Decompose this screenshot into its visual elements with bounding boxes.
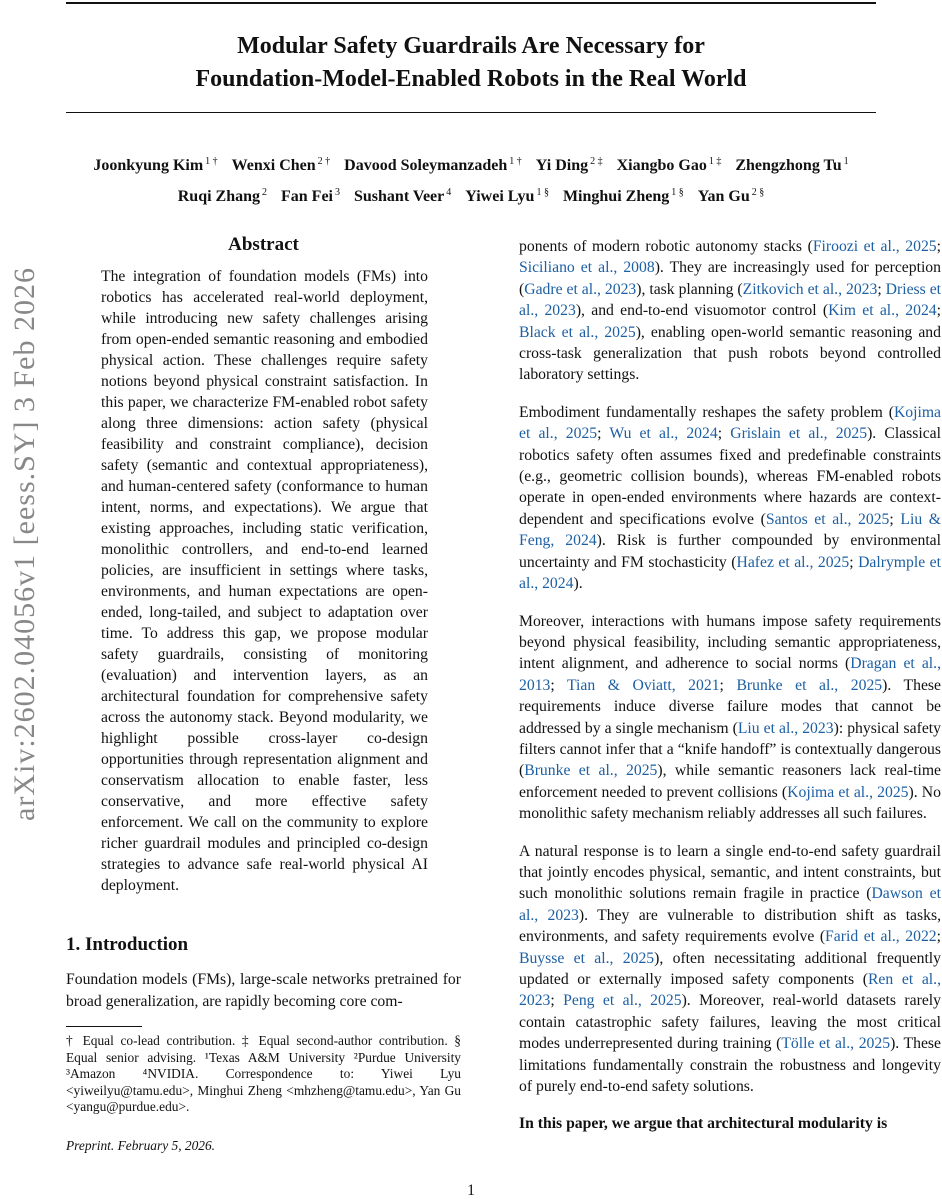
preprint-note: Preprint. February 5, 2026. (66, 1137, 216, 1153)
arxiv-identifier[interactable]: arXiv:2602.04056v1 [eess.SY] 3 Feb 2026 (8, 267, 41, 821)
author-affiliation-mark: 2 § (751, 187, 765, 198)
body-text: ; (550, 992, 564, 1010)
citation-link[interactable]: Tian & Oviatt, 2021 (567, 676, 720, 694)
body-text: ). (573, 575, 583, 593)
author-affiliation-mark: 1 † (509, 156, 522, 167)
body-text: ; (849, 553, 859, 571)
footnote-rule (66, 1026, 142, 1027)
body-text: ). They are vulnerable to distribution shift as tasks, environments, and safety requirements evolve ( (519, 906, 941, 946)
citation-link[interactable]: Wu et al., 2024 (609, 425, 718, 443)
body-text: ; (936, 302, 942, 320)
body-text: ; (889, 510, 901, 528)
paragraph-human-interaction (519, 611, 941, 825)
author-affiliation-mark: 3 (335, 187, 340, 198)
citation-link[interactable]: Dalrymple et al., 2024 (519, 553, 941, 593)
body-text: ; (936, 928, 941, 946)
author-name (93, 157, 217, 174)
paper-title (66, 30, 876, 96)
citation-link[interactable]: Gadre et al., 2023 (524, 280, 637, 298)
citation-link[interactable]: Brunke et al., 2025 (736, 676, 883, 694)
title-line-2: Foundation-Model-Enabled Robots in the Real World (195, 66, 747, 92)
author-name (465, 188, 549, 205)
body-text: ). These limitations fundamentally constrain the robustness and longevity of purely end-to-end safety solutions. (519, 1035, 941, 1096)
citation-link[interactable]: Peng et al., 2025 (563, 992, 682, 1010)
author-name-text: Xiangbo Gao (616, 157, 707, 174)
paragraph-fm-components (519, 236, 941, 386)
citation-link[interactable]: Driess et al., 2023 (519, 280, 942, 320)
citation-link[interactable]: Liu et al., 2023 (737, 719, 834, 737)
body-text: ). No monolithic safety mechanism reliably addresses all such failures. (519, 783, 941, 823)
citation-link[interactable]: Dragan et al., 2013 (519, 655, 941, 694)
citation-link[interactable]: Zitkovich et al., 2023 (742, 280, 878, 298)
author-name-text: Wenxi Chen (231, 157, 316, 174)
body-text: ; (936, 238, 941, 255)
body-text: ; (719, 676, 737, 694)
title-line-1: Modular Safety Guardrails Are Necessary for (237, 33, 705, 59)
author-name-text: Fan Fei (281, 188, 333, 205)
author-name-text: Davood Soleymanzadeh (344, 157, 508, 174)
body-text: A natural response is to learn a single end-to-end safety guardrail that jointly encodes physical, semantic, and intent constraints, but such monolithic solutions remain fragile in practice ( (519, 842, 941, 903)
author-name (536, 157, 603, 174)
citation-link[interactable]: Siciliano et al., 2008 (519, 259, 655, 277)
citation-link[interactable]: Ren et al., 2023 (519, 971, 941, 1010)
body-text: ; (877, 280, 886, 298)
body-text: ), often necessitating additional frequently updated or externally imposed safety components ( (519, 949, 942, 988)
body-text: ), enabling open-world semantic reasoning and cross-task generalization that push robots beyond controlled laboratory settings. (519, 323, 941, 384)
author-name (698, 188, 765, 205)
page-number: 1 (467, 1182, 475, 1199)
author-name (563, 188, 684, 205)
footnote: † Equal co-lead contribution. ‡ Equal second-author contribution. § Equal senior advising. ¹Texas A&M University ²Purdue University ³Amazon ⁴NVIDIA. Correspondence to: Yiwei Lyu <yiweilyu@tamu.edu>, Minghui Zheng <mhzheng@tamu.edu>, Yan Gu <yangu@purdue.edu>. (66, 1033, 461, 1115)
author-affiliation-mark: 2 (262, 187, 267, 198)
left-column (66, 228, 461, 1154)
citation-link[interactable]: Dawson et al., 2023 (519, 885, 941, 924)
author-name-text: Joonkyung Kim (93, 157, 204, 174)
arxiv-sidebar (0, 214, 50, 874)
citation-link[interactable]: Kojima et al., 2025 (519, 403, 941, 443)
author-name (344, 157, 522, 174)
body-text: ). These requirements induce diverse failure modes that cannot be addressed by a single mechanism ( (519, 676, 942, 737)
body-text: ponents of modern robotic autonomy stacks ( (519, 238, 813, 255)
citation-link[interactable]: Liu & Feng, 2024 (519, 510, 941, 550)
citation-link[interactable]: Brunke et al., 2025 (524, 762, 658, 780)
author-name-text: Zhengzhong Tu (735, 157, 842, 174)
author-affiliation-mark: 2 ‡ (590, 156, 603, 167)
author-name (232, 157, 331, 174)
body-text: Moreover, interactions with humans impose safety requirements beyond physical feasibility, including semantic appropriateness, intent alignment, and adherence to social norms ( (519, 612, 941, 673)
body-text: ). Risk is further compounded by environmental uncertainty and FM stochasticity ( (519, 532, 941, 571)
author-name-text: Yan Gu (697, 188, 750, 205)
body-text: ). They are increasingly used for perception ( (519, 259, 941, 298)
right-column (519, 236, 941, 1151)
introduction-heading: 1. Introduction (66, 934, 189, 955)
paragraph-thesis: In this paper, we argue that architectural modularity is (519, 1115, 888, 1133)
citation-link[interactable]: Kojima et al., 2025 (787, 783, 909, 801)
abstract-heading: Abstract (228, 234, 299, 255)
author-name (354, 188, 451, 205)
citation-link[interactable]: Hafez et al., 2025 (736, 553, 850, 571)
author-name-text: Sushant Veer (354, 188, 445, 205)
author-affiliation-mark: 1 § (671, 187, 684, 198)
citation-link[interactable]: Firoozi et al., 2025 (812, 238, 937, 255)
author-affiliation-mark: 2 † (317, 156, 331, 167)
author-list (66, 148, 876, 210)
paragraph-embodiment (519, 402, 941, 595)
author-name (735, 157, 848, 174)
citation-link[interactable]: Farid et al., 2022 (825, 928, 937, 946)
author-affiliation-mark: 1 ‡ (708, 156, 722, 167)
body-text: ; (717, 425, 731, 443)
body-text: ). Moreover, real-world datasets rarely contain catastrophic safety failures, leaving the most critical modes underrepresented during training ( (519, 992, 941, 1053)
author-affiliation-mark: 1 (843, 156, 849, 167)
citation-link[interactable]: Black et al., 2025 (519, 323, 636, 341)
body-text: Embodiment fundamentally reshapes the safety problem ( (519, 403, 894, 421)
body-text: ; (550, 676, 567, 694)
body-text: ), and end-to-end visuomotor control ( (575, 302, 829, 320)
body-text: ; (597, 425, 610, 443)
author-affiliation-mark: 4 (446, 187, 452, 198)
abstract-text: The integration of foundation models (FMs) into robotics has accelerated real-world deployment, while introducing new safety challenges arising from open-ended semantic reasoning and embodied physical action. These challenges require safety notions beyond physical constraint satisfaction. In this paper, we characterize FM-enabled robot safety along three dimensions: action safety (physical feasibility and constraint compliance), decision safety (semantic and contextual appropriateness), and human-centered safety (conformance to human intent, norms, and expectations). We argue that existing approaches, including static verification, monolithic controllers, and end-to-end learned policies, are insufficient in settings where tasks, environments, and human expectations are open-ended, long-tailed, and subject to adaptation over time. To address this gap, we propose modular safety guardrails, consisting of monitoring (evaluation) and intervention layers, as an architectural foundation for comprehensive safety across the autonomy stack. Beyond modularity, we highlight possible cross-layer co-design opportunities through representation alignment and conservatism allocation to enable faster, less conservative, and more effective safety enforcement. We call on the community to explore richer guardrail modules and principled co-design strategies to advance safe real-world physical AI deployment. (101, 268, 428, 894)
citation-link[interactable]: Tölle et al., 2025 (781, 1035, 891, 1053)
top-rule (66, 2, 876, 4)
introduction-text: Foundation models (FMs), large-scale networks pretrained for broad generalization, are rapidly becoming core com- (66, 971, 461, 1010)
author-name (617, 157, 722, 174)
citation-link[interactable]: Grislain et al., 2025 (730, 425, 868, 443)
body-text: ), while semantic reasoners lack real-time enforcement needed to prevent collisions ( (519, 762, 942, 801)
body-text: ), task planning ( (636, 280, 743, 298)
author-name-text: Yiwei Lyu (465, 188, 535, 205)
body-text: ). Classical robotics safety often assumes fixed and predefinable constraints (e.g., geometric collision bounds), whereas FM-enabled robots operate in open-ended environments where hazards are context-dependent and specifications evolve ( (519, 425, 942, 528)
author-name (281, 188, 340, 205)
citation-link[interactable]: Kim et al., 2024 (828, 302, 937, 320)
author-name-text: Minghui Zheng (562, 188, 670, 205)
author-name (178, 188, 267, 205)
author-name-text: Ruqi Zhang (177, 188, 260, 205)
author-affiliation-mark: 1 § (536, 187, 549, 198)
author-affiliation-mark: 1 † (205, 156, 218, 167)
body-text: ): physical safety filters cannot infer that a “knife handoff” is contextually dangerous ( (519, 719, 941, 780)
paragraph-end-to-end (519, 841, 941, 1098)
author-name-text: Yi Ding (535, 157, 589, 174)
title-rule (66, 112, 876, 113)
citation-link[interactable]: Buysse et al., 2025 (519, 949, 655, 967)
citation-link[interactable]: Santos et al., 2025 (765, 510, 890, 528)
